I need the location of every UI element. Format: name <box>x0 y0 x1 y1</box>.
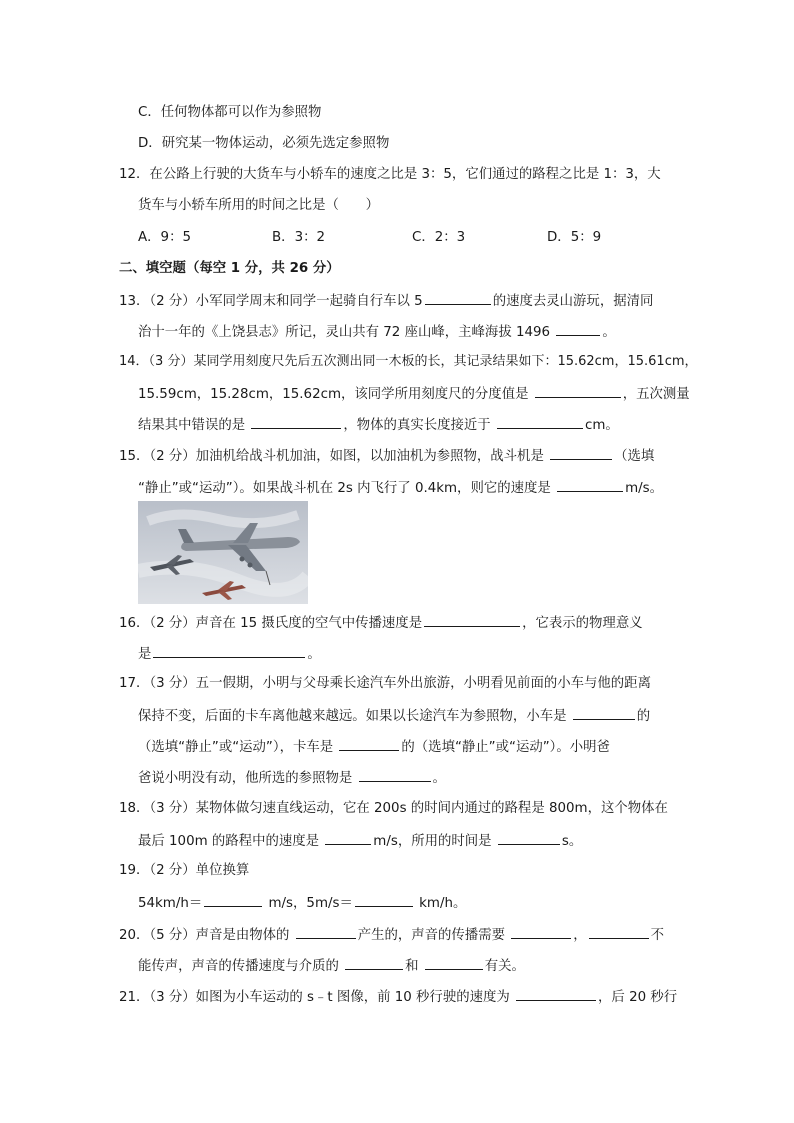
q20-text: 有关。 <box>484 959 525 974</box>
q14-line2 <box>138 383 690 405</box>
q13-line2 <box>138 321 616 343</box>
q14-text: 结果其中错误的是 <box>138 418 246 433</box>
answer-blank <box>296 924 356 939</box>
q11-option-c: C．任何物体都可以作为参照物 <box>138 105 322 120</box>
q19-text: km/h。 <box>419 896 467 911</box>
q15-text: m/s。 <box>625 481 663 496</box>
q13-text: 治十一年的《上饶县志》所记，灵山共有 72 座山峰，主峰海拔 1496 <box>138 325 551 340</box>
answer-blank <box>325 830 371 845</box>
answer-blank <box>359 767 431 782</box>
q12-stem-line2: 货车与小轿车所用的时间之比是（ ） <box>138 198 380 213</box>
q15-text: （选填 <box>614 449 655 464</box>
q13-line1 <box>119 290 653 312</box>
q14-text: 15.59cm，15.28cm，15.62cm，该同学所用刻度尺的分度值是 <box>138 387 529 402</box>
q19-line1: 19．（2 分）单位换算 <box>119 863 250 878</box>
answer-blank <box>511 924 571 939</box>
q17-text: 的（选填“静止”或“运动”）。小明爸 <box>401 740 610 755</box>
q17-line4 <box>138 767 446 789</box>
q20-line2 <box>138 955 525 977</box>
section-title: 二、填空题（每空 1 分，共 26 分） <box>119 261 340 276</box>
answer-blank <box>497 414 583 429</box>
q13-text: 。 <box>602 325 616 340</box>
q21-line1 <box>119 986 677 1008</box>
q20-text: ， <box>573 928 587 943</box>
q16-text: 16．（2 分）声音在 15 摄氏度的空气中传播速度是 <box>119 616 423 631</box>
q12-stem-line1: 12．在公路上行驶的大货车与小轿车的速度之比是 3：5，它们通过的路程之比是 1：3，大 <box>119 167 661 182</box>
q21-text: 21．（3 分）如图为小车运动的 s﹣t 图像，前 10 秒行驶的速度为 <box>119 990 510 1005</box>
q17-text: （选填“静止”或“运动”），卡车是 <box>138 740 334 755</box>
answer-blank <box>153 643 305 658</box>
q17-text: 的 <box>636 709 651 724</box>
q17-line3 <box>138 736 610 758</box>
answer-blank <box>251 414 341 429</box>
q15-line1 <box>119 445 654 467</box>
q15-text: 15．（2 分）加油机给战斗机加油，如图，以加油机为参照物，战斗机是 <box>119 449 544 464</box>
q20-text: 20．（5 分）声音是由物体的 <box>119 928 290 943</box>
answer-blank <box>425 290 491 305</box>
q17-text: 。 <box>432 771 446 786</box>
q15-text: “静止”或“运动”）。如果战斗机在 2s 内飞行了 0.4km，则它的速度是 <box>138 481 551 496</box>
q11-option-d: D．研究某一物体运动，必须先选定参照物 <box>138 136 390 151</box>
q12-option-c: C．2：3 <box>412 230 466 245</box>
q14-line1: 14．（3 分）某同学用刻度尺先后五次测出同一木板的长，其记录结果如下：15.62cm，15.61cm， <box>119 354 698 369</box>
refueling-aircraft-photo <box>138 501 308 604</box>
q19-text: m/s，5m/s＝ <box>268 896 353 911</box>
q17-line1: 17．（3 分）五一假期，小明与父母乘长途汽车外出旅游，小明看见前面的小车与他的距离 <box>119 676 651 691</box>
answer-blank <box>550 445 612 460</box>
answer-blank <box>355 892 413 907</box>
answer-blank <box>345 955 403 970</box>
q17-line2 <box>138 705 650 727</box>
q14-text: ，物体的真实长度接近于 <box>343 418 491 433</box>
q20-text: 不 <box>650 928 665 943</box>
answer-blank <box>573 705 635 720</box>
answer-blank <box>339 736 399 751</box>
q18-line2 <box>138 830 582 852</box>
answer-blank <box>425 955 483 970</box>
q18-text: 最后 100m 的路程中的速度是 <box>138 834 320 849</box>
q20-line1 <box>119 924 664 946</box>
q20-text: 产生的，声音的传播需要 <box>357 928 505 943</box>
q20-text: 和 <box>405 959 419 974</box>
q21-text: ，后 20 秒行 <box>598 990 678 1005</box>
q15-line2 <box>138 477 663 499</box>
answer-blank <box>557 477 623 492</box>
answer-blank <box>556 321 600 336</box>
q17-text: 保持不变，后面的卡车离他越来越远。如果以长途汽车为参照物，小车是 <box>138 709 567 724</box>
answer-blank <box>498 830 560 845</box>
q12-option-a: A．9：5 <box>138 230 191 245</box>
answer-blank <box>204 892 262 907</box>
q16-text: ，它表示的物理意义 <box>522 616 643 631</box>
q12-option-d: D．5：9 <box>547 230 602 245</box>
q20-text: 能传声，声音的传播速度与介质的 <box>138 959 339 974</box>
answer-blank <box>589 924 649 939</box>
answer-blank <box>535 383 621 398</box>
q16-text: 。 <box>307 647 321 662</box>
answer-blank <box>424 612 520 627</box>
q18-line1: 18．（3 分）某物体做匀速直线运动，它在 200s 的时间内通过的路程是 800m，这个物体在 <box>119 801 668 816</box>
q16-line2 <box>138 643 321 665</box>
q18-text: m/s，所用的时间是 <box>373 834 492 849</box>
q16-line1 <box>119 612 643 634</box>
q19-text: 54km/h＝ <box>138 896 203 911</box>
q16-text: 是 <box>138 647 152 662</box>
q14-text: ，五次测量 <box>622 387 690 402</box>
aircraft-illustration <box>138 501 308 604</box>
q17-text: 爸说小明没有动，他所选的参照物是 <box>138 771 353 786</box>
q13-text: 13．（2 分）小军同学周末和同学一起骑自行车以 5 <box>119 294 423 309</box>
q18-text: s。 <box>561 834 583 849</box>
q12-option-b: B．3：2 <box>272 230 326 245</box>
q19-line2 <box>138 892 466 914</box>
q14-line3 <box>138 414 619 436</box>
q14-text: cm。 <box>584 418 619 433</box>
answer-blank <box>516 986 596 1001</box>
q13-text: 的速度去灵山游玩，据清同 <box>492 294 654 309</box>
